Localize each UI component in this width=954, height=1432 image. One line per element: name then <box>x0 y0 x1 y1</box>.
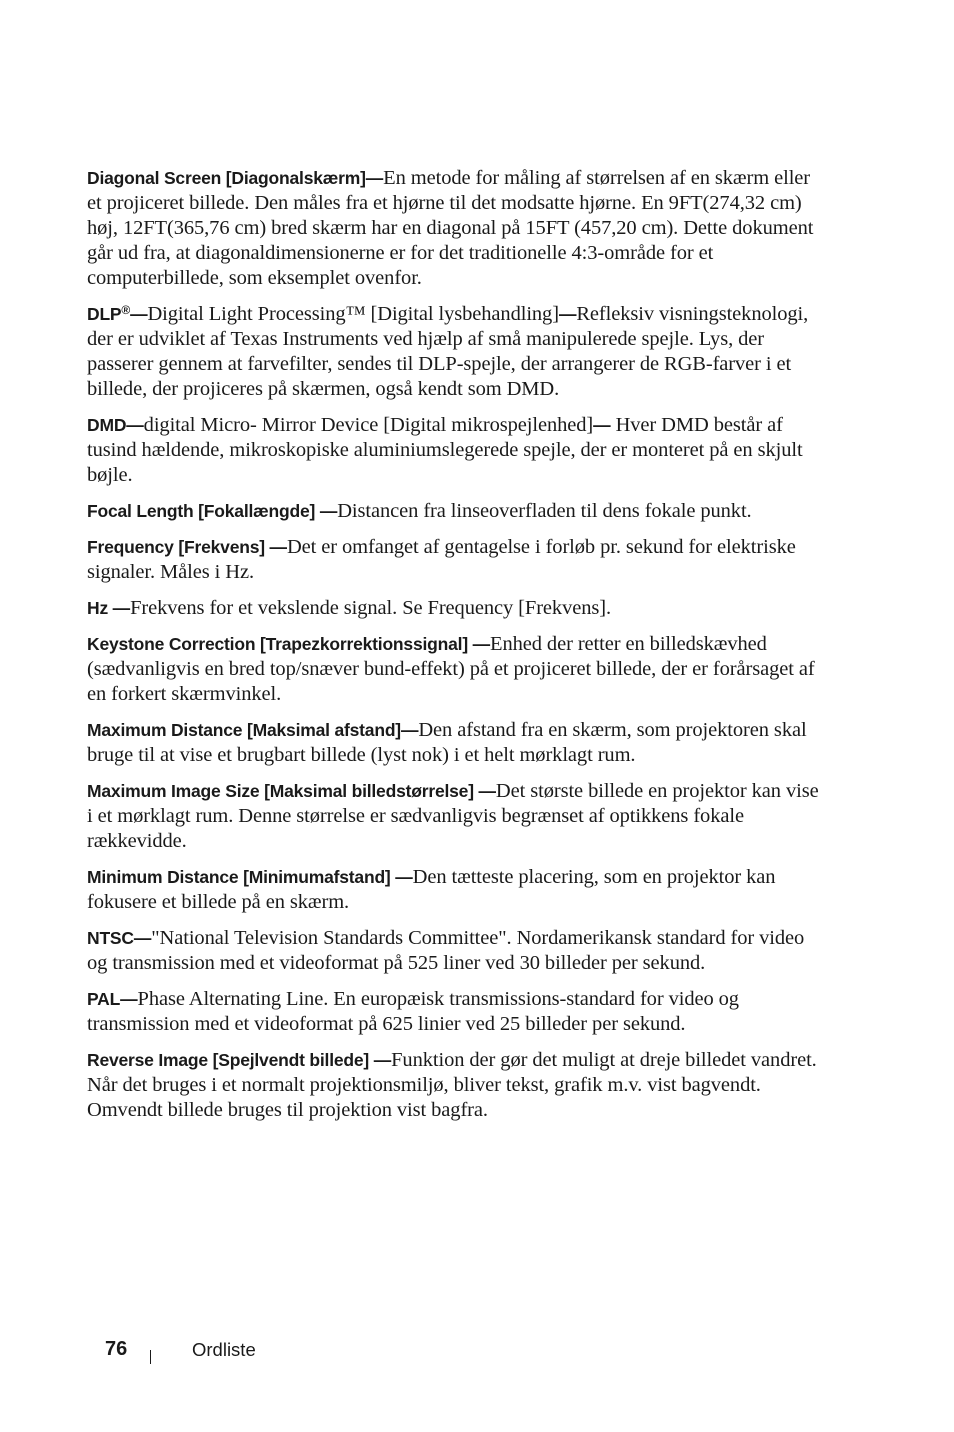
glossary-definition: Funktion der gør det muligt at dreje billedet vandret. Når det bruges i et normalt projektionsmiljø, bliver tekst, grafik m.v. vist bagvendt. Omvendt billede bruges til projektion vist bagfra. <box>87 1049 817 1121</box>
footer-separator <box>150 1350 151 1364</box>
glossary-term: Reverse Image [Spejlvendt billede] <box>87 1050 374 1070</box>
glossary-entry-maximum-distance <box>87 718 823 768</box>
registered-mark: ® <box>121 303 131 317</box>
glossary-term: DMD <box>87 415 127 435</box>
page-footer <box>0 1338 954 1368</box>
glossary-term: Frequency [Frekvens] <box>87 537 270 557</box>
em-dash: — <box>133 928 152 948</box>
glossary-definition: Digital Light Processing™ [Digital lysbehandling] <box>147 303 559 325</box>
em-dash: — <box>112 598 131 618</box>
glossary-term: Keystone Correction [Trapezkorrektionssignal] <box>87 634 473 654</box>
glossary-term <box>87 304 130 324</box>
em-dash: — <box>400 720 419 740</box>
glossary-definition: digital Micro- Mirror Device [Digital mikrospejlenhed] <box>143 414 594 436</box>
glossary-entry-reverse-image <box>87 1048 823 1123</box>
em-dash: — <box>472 634 491 654</box>
glossary-term-text: DLP <box>87 304 122 324</box>
glossary-entry-minimum-distance <box>87 865 823 915</box>
glossary-content <box>87 166 823 1134</box>
glossary-definition: Det er omfanget af gentagelse i forløb pr. sekund for elektriske signaler. Måles i Hz. <box>87 536 796 583</box>
glossary-term: NTSC <box>87 928 134 948</box>
glossary-definition: Den afstand fra en skærm, som projektoren skal bruge til at vise et brugbart billede (lyst nok) i et helt mørklagt rum. <box>87 719 807 766</box>
glossary-definition: Enhed der retter en billedskævhed (sædvanligvis en bred top/snæver bund-effekt) på et projiceret billede, der er forårsaget af en forkert skærmvinkel. <box>87 633 815 705</box>
em-dash: — <box>319 501 338 521</box>
glossary-entry-diagonal-screen <box>87 166 823 291</box>
glossary-entry-maximum-image-size <box>87 779 823 854</box>
glossary-entry-dmd <box>87 413 823 488</box>
glossary-definition: Frekvens for et vekslende signal. Se Frequency [Frekvens]. <box>130 597 612 619</box>
glossary-term: Diagonal Screen [Diagonalskærm] <box>87 168 366 188</box>
em-dash: — <box>126 415 144 435</box>
footer-section-title: Ordliste <box>192 1339 256 1360</box>
glossary-definition: Den tætteste placering, som en projektor kan fokusere et billede på en skærm. <box>87 866 776 913</box>
glossary-entry-hz <box>87 596 823 621</box>
glossary-entry-pal <box>87 987 823 1037</box>
page-number: 76 <box>105 1338 128 1360</box>
glossary-term: PAL <box>87 989 121 1009</box>
em-dash: — <box>365 168 384 188</box>
glossary-definition: Det største billede en projektor kan vise i et mørklagt rum. Denne størrelse er sædvanligvis begrænset af optikkens fokale rækkevidde. <box>87 780 819 852</box>
glossary-definition: Distancen fra linseoverfladen til dens fokale punkt. <box>337 500 752 522</box>
glossary-term: Focal Length [Fokallængde] <box>87 501 320 521</box>
glossary-definition-continued: Refleksiv visningsteknologi, der er udviklet af Texas Instruments ved hjælp af små manipulerede spejle. Lys, der passerer gennem at farvefilter, sendes til DLP-spejle, der arrangerer de RGB-farver i et billede, der projiceres på skærmen, også kendt som DMD. <box>87 303 809 400</box>
em-dash: — <box>395 867 413 887</box>
em-dash: — <box>269 537 287 557</box>
glossary-entry-dlp <box>87 302 823 402</box>
glossary-term: Maximum Distance [Maksimal afstand] <box>87 720 401 740</box>
glossary-definition: En metode for måling af størrelsen af en skærm eller et projiceret billede. Den måles fra et hjørne til det modsatte hjørne. En 9FT(274,32 cm) høj, 12FT(365,76 cm) bred skærm har en diagonal på 15FT (457,20 cm). Dette dokument går ud fra, at diagonaldimensionerne er for det traditionelle 4:3-område for et computerbillede, som eksemplet ovenfor. <box>87 167 814 289</box>
em-dash: — <box>593 415 611 435</box>
glossary-term: Minimum Distance [Minimumafstand] <box>87 867 396 887</box>
em-dash: — <box>130 304 148 324</box>
glossary-definition: Phase Alternating Line. En europæisk transmissions-standard for video og transmission med et videoformat på 625 linier ved 25 billeder per sekund. <box>87 988 739 1035</box>
glossary-entry-frequency <box>87 535 823 585</box>
em-dash: — <box>373 1050 392 1070</box>
glossary-entry-focal-length <box>87 499 823 524</box>
em-dash: — <box>120 989 138 1009</box>
glossary-definition: "National Television Standards Committee". Nordamerikansk standard for video og transmission med et videoformat på 525 liner ved 30 billeder per sekund. <box>87 927 805 974</box>
glossary-entry-ntsc <box>87 926 823 976</box>
em-dash: — <box>478 781 496 801</box>
glossary-definition-continued: Hver DMD består af tusind hældende, mikroskopiske aluminiumslegerede spejle, der er monteret på en skjult bøjle. <box>87 414 803 486</box>
glossary-term: Maximum Image Size [Maksimal billedstørrelse] <box>87 781 479 801</box>
glossary-term: Hz <box>87 598 113 618</box>
glossary-entry-keystone-correction <box>87 632 823 707</box>
em-dash: — <box>558 304 577 324</box>
